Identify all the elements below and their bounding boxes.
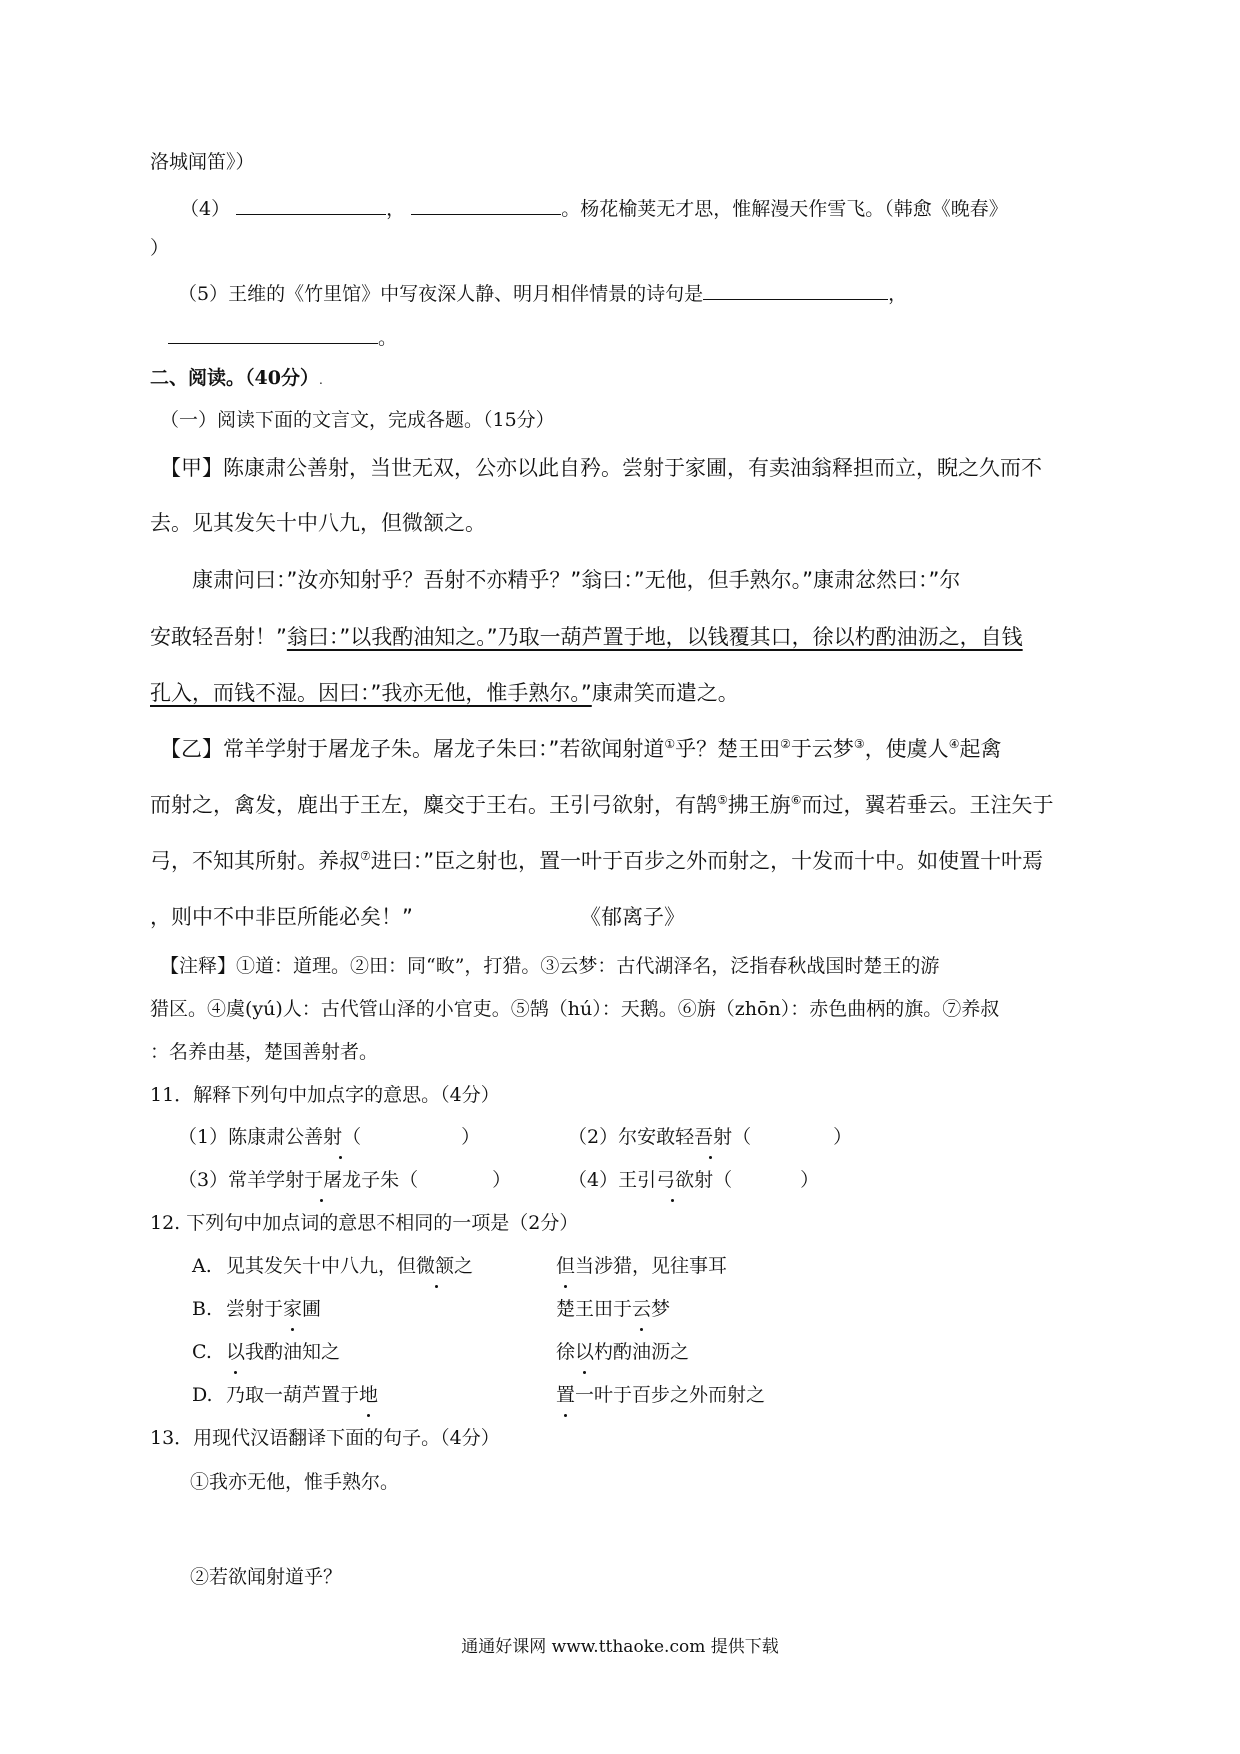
q11-item-3-close: ）	[492, 1169, 512, 1191]
note-ref-7: ⑦	[360, 849, 371, 863]
jia-line-5	[150, 679, 739, 707]
jia-line-2: 去。见其发矢十中八九，但微颔之。	[150, 511, 486, 535]
question-4	[180, 194, 1008, 221]
q12-option-a-right: 但当涉猎，见往事耳	[556, 1255, 728, 1277]
emphasis-dot	[359, 1391, 378, 1410]
q12-option-d-label: D.	[192, 1384, 213, 1406]
q12-option-c-label: C.	[192, 1341, 212, 1363]
q11-item-2-text: （2）尔安敢轻吾射（	[568, 1126, 752, 1148]
q12-option-c-right: 徐以杓酌油沥之	[556, 1341, 690, 1363]
yi-text-1c: 于云梦	[790, 737, 854, 761]
note-ref-5: ⑤	[717, 793, 728, 807]
q11-item-3	[178, 1168, 511, 1192]
q11-item-4-close: ）	[800, 1169, 820, 1191]
q11-item-1-close: ）	[461, 1126, 481, 1148]
yi-text-3b: 进曰：”臣之射也，置一叶于百步之外而射之，十发而十中。如使置十叶焉	[370, 849, 1044, 873]
q12-option-d-right: 置一叶于百步之外而射之	[556, 1384, 766, 1406]
q11-item-4-text: （4）王引弓欲射（	[568, 1169, 733, 1191]
jia-line-5b: 康肃笑而遣之。	[591, 681, 739, 705]
q11-item-3-text: （3）常羊学射于屠龙子朱（	[178, 1169, 419, 1191]
q4-close: ）	[150, 237, 170, 259]
q4-blank-2[interactable]	[411, 194, 561, 215]
yi-source: 《郁离子》	[580, 905, 685, 929]
q11-item-1	[178, 1125, 480, 1149]
q5-comma: ，	[888, 283, 908, 305]
note-ref-2: ②	[780, 737, 791, 751]
q11-title: 11．解释下列句中加点字的意思。（4分）	[150, 1084, 500, 1106]
q5-text: （5）王维的《竹里馆》中写夜深人静、明月相伴情景的诗句是	[178, 283, 704, 305]
jia-line-4	[150, 623, 1023, 651]
q4-comma: ，	[386, 198, 406, 220]
emphasis-dot	[575, 1348, 594, 1367]
q12-title: 12. 下列句中加点词的意思不相同的一项是（2分）	[150, 1212, 579, 1234]
emphasis-dot	[312, 1176, 331, 1195]
jia-line-3: 康肃问曰：”汝亦知射乎？吾射不亦精乎？”翁曰：”无他，但手熟尔。”康肃忿然曰：”尔	[192, 568, 961, 592]
emphasis-dot	[226, 1348, 245, 1367]
q13-sentence-1: ①我亦无他，惟手熟尔。	[190, 1471, 400, 1493]
jia-line-4a: 安敢轻吾射！”	[150, 625, 287, 649]
section-2-title-text: 二、阅读。（40分）	[150, 367, 319, 389]
q12-option-b-right: 楚王田于云梦	[556, 1298, 671, 1320]
emphasis-dot	[556, 1262, 575, 1281]
q12-option-b-left: 尝射于家圃	[226, 1298, 322, 1320]
yi-text-1d: ，使虞人	[864, 737, 949, 761]
yi-text-3a: 弓，不知其所射。养叔	[150, 849, 360, 873]
jia-underlined-1: 翁曰：”以我酌油知之。”乃取一葫芦置于地，以钱覆其口，徐以杓酌油沥之，自钱	[286, 625, 1023, 649]
note-ref-1: ①	[664, 737, 676, 751]
yi-line-4: ，则中不中非臣所能必矣！”	[150, 905, 413, 929]
note-ref-4: ④	[948, 737, 960, 751]
q11-item-4	[568, 1168, 819, 1192]
q12-option-d-left: 乃取一葫芦置于地	[226, 1384, 379, 1406]
poem-continuation: 洛城闻笛》）	[150, 151, 255, 173]
yi-text-1a: 【乙】常羊学射于屠龙子朱。屠龙子朱曰：”若欲闻射道	[160, 737, 665, 761]
yi-text-1b: 乎？楚王田	[675, 737, 781, 761]
emphasis-dot	[556, 1391, 575, 1410]
q12-option-b-label: B.	[192, 1298, 213, 1320]
part-1-heading: （一）阅读下面的文言文，完成各题。（15分）	[160, 409, 555, 431]
yi-line-2	[150, 791, 1054, 819]
footer-credit: 通通好课网 www.tthaoke.com 提供下载	[461, 1637, 779, 1657]
emphasis-dot	[427, 1262, 446, 1281]
question-5	[178, 279, 907, 306]
emphasis-dot	[283, 1305, 302, 1324]
section-2-mark: .	[318, 373, 323, 387]
notes-line-1: 【注释】①道：道理。②田：同“畋”，打猎。③云梦：古代湖泽名，泛指春秋战国时楚王的游	[160, 955, 940, 977]
notes-line-3: ：名养由基，楚国善射者。	[150, 1041, 379, 1063]
q12-option-c-left: 以我酌油知之	[226, 1341, 341, 1363]
note-ref-3: ③	[853, 737, 865, 751]
yi-line-3	[150, 847, 1043, 875]
emphasis-dot	[331, 1133, 350, 1152]
jia-line-1: 【甲】陈康肃公善射，当世无双，公亦以此自矜。尝射于家圃，有卖油翁释担而立，睨之久而不	[160, 456, 1042, 480]
emphasis-dot	[663, 1176, 682, 1195]
q11-item-1-text: （1）陈康肃公善射（	[178, 1126, 362, 1148]
emphasis-dot	[701, 1133, 720, 1152]
q5-blank-1[interactable]	[703, 279, 888, 300]
q5-line-2	[168, 323, 397, 350]
yi-text-2a: 而射之，禽发，鹿出于王左，麋交于王右。王引弓欲射，有鹄	[150, 793, 717, 817]
yi-text-2b: 拂王旃	[727, 793, 791, 817]
yi-text-1e: 起禽	[959, 737, 1002, 761]
q12-option-a-left: 见其发矢十中八九，但微颔之	[226, 1255, 474, 1277]
yi-line-1	[160, 735, 1001, 763]
q4-text: 。杨花榆荚无才思，惟解漫天作雪飞。（韩愈《晚春》	[561, 198, 1008, 220]
jia-underlined-2: 孔入，而钱不湿。因曰：”我亦无他，惟手熟尔。”	[150, 681, 592, 705]
q11-item-2-close: ）	[833, 1126, 853, 1148]
q4-blank-1[interactable]	[236, 194, 386, 215]
q12-option-a-label: A.	[192, 1255, 212, 1277]
emphasis-dot	[632, 1305, 651, 1324]
yi-text-2c: 而过，翼若垂云。王注矢于	[801, 793, 1054, 817]
note-ref-6: ⑥	[790, 793, 802, 807]
q13-sentence-2: ②若欲闻射道乎？	[190, 1566, 343, 1588]
q5-end: 。	[378, 327, 398, 349]
section-2-title	[150, 366, 323, 392]
notes-line-2: 猎区。④虞(yú)人：古代管山泽的小官吏。⑤鹄（hú）：天鹅。⑥旃（zhōn）：赤色曲柄的旗。⑦养叔	[150, 998, 1000, 1020]
q4-prefix: （4）	[180, 198, 231, 220]
q13-title: 13．用现代汉语翻译下面的句子。（4分）	[150, 1427, 500, 1449]
q5-blank-2[interactable]	[168, 323, 378, 344]
